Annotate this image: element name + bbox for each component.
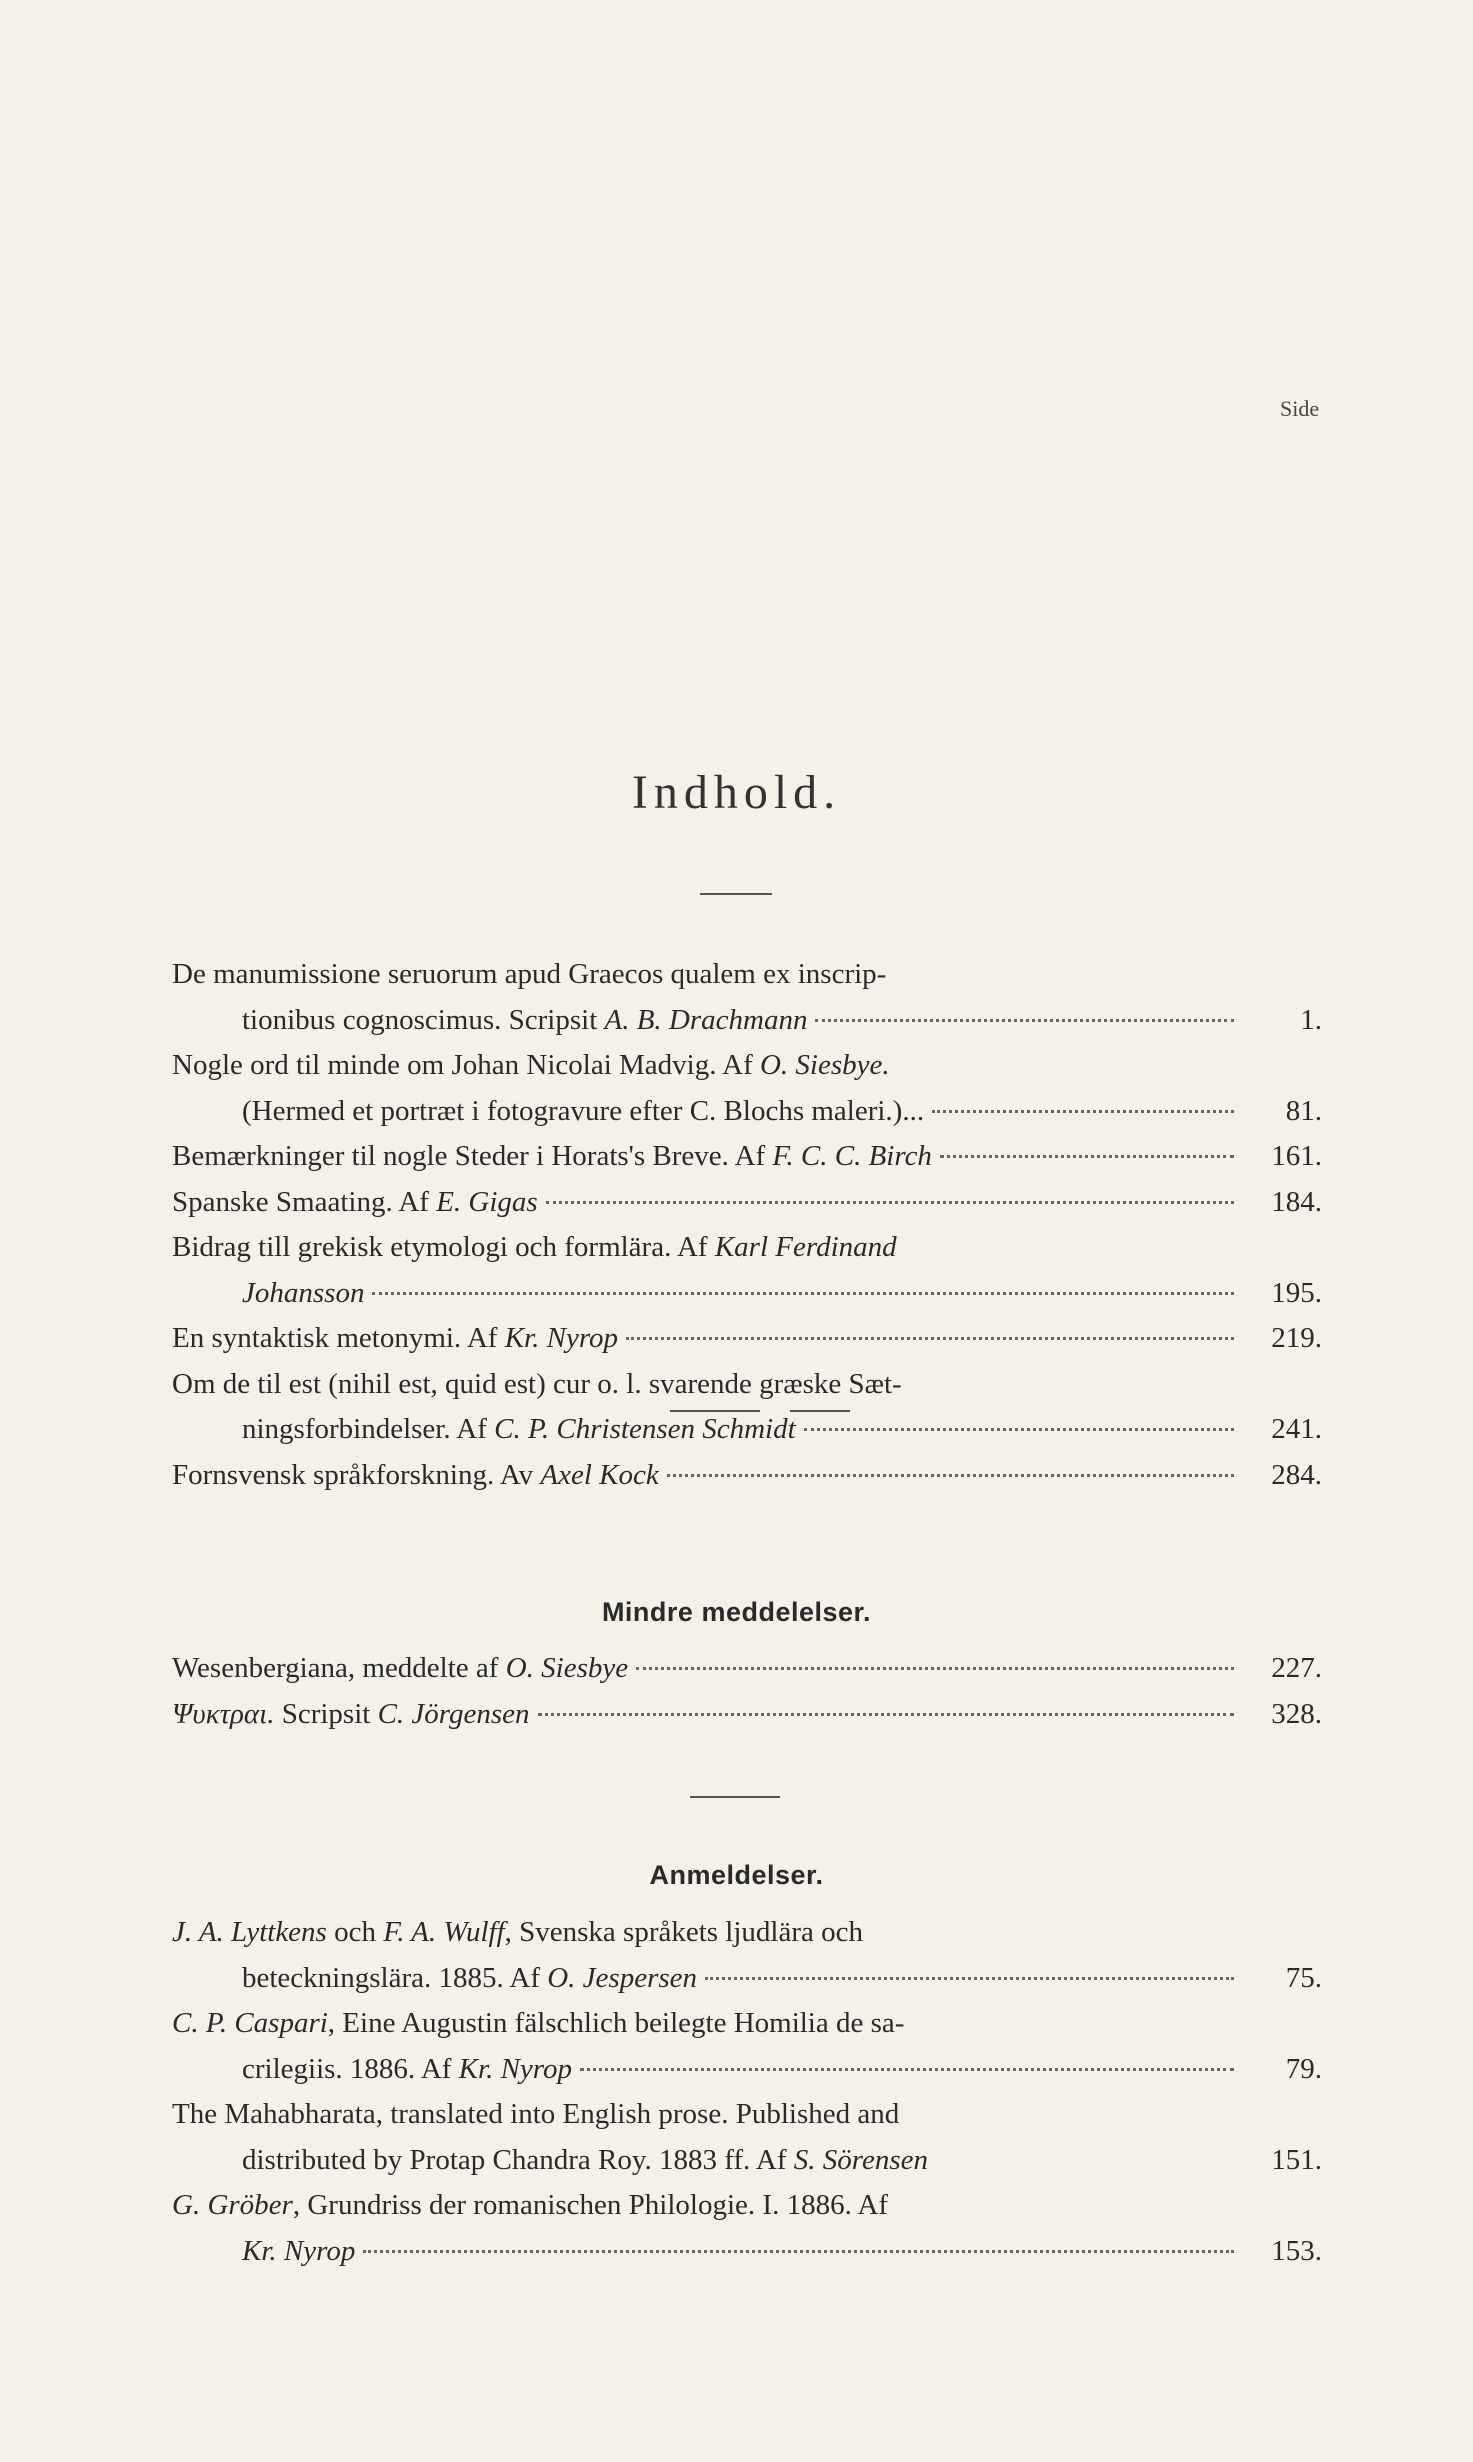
page-number: 79. (1285, 2052, 1322, 2085)
toc-line-text (172, 1049, 890, 1082)
dot-leader (636, 1667, 1234, 1670)
reviews-contents (172, 1916, 1322, 2280)
entry-author: O. Jespersen (547, 1961, 698, 1994)
toc-line-text (172, 1916, 863, 1949)
entry-author: J. A. Lyttkens (172, 1916, 327, 1948)
toc-line (172, 1698, 1322, 1744)
toc-line-text (172, 1368, 902, 1401)
toc-line-text (242, 1095, 924, 1128)
minor-contents (172, 1652, 1322, 1743)
toc-line (172, 958, 1322, 1004)
dot-leader (538, 1713, 1234, 1716)
entry-text: tionibus cognoscimus. Scripsit (242, 1003, 605, 1036)
title-rule (700, 893, 772, 895)
toc-line-text (172, 1652, 628, 1685)
toc-line-text (172, 1186, 538, 1219)
entry-author: E. Gigas (436, 1185, 538, 1218)
toc-line (172, 1413, 1322, 1459)
page-number: 227. (1271, 1652, 1322, 1684)
entry-text: De manumissione seruorum apud Graecos qualem ex inscrip- (172, 958, 887, 990)
toc-line-text (242, 2144, 928, 2177)
entry-author: Ψυκτραι. (172, 1697, 275, 1730)
entry-author: C. P. Christensen Schmidt (494, 1413, 796, 1445)
toc-line-text (172, 2098, 899, 2131)
page-number: 151. (1271, 2143, 1322, 2176)
toc-line-text (242, 1962, 697, 1995)
dot-leader (626, 1337, 1234, 1340)
entry-text: The Mahabharata, translated into English prose. Published and (172, 2098, 900, 2130)
toc-line (172, 1186, 1322, 1232)
toc-line (172, 2053, 1322, 2099)
dot-leader (804, 1428, 1234, 1431)
toc-line (172, 1368, 1322, 1414)
entry-author: C. Jörgensen (377, 1697, 530, 1730)
entry-author: G. Gröber (172, 2189, 293, 2221)
main-contents (172, 958, 1322, 1504)
toc-line-text (242, 2053, 572, 2086)
page-number: 284. (1271, 1458, 1322, 1491)
entry-text: Bemærkninger til nogle Steder i Horats's Breve. Af (172, 1140, 773, 1172)
dot-leader (363, 2250, 1234, 2253)
page-number: 195. (1271, 1276, 1322, 1309)
toc-line-text (172, 1459, 659, 1492)
toc-line (172, 1231, 1322, 1277)
toc-line-text (242, 1004, 807, 1037)
entry-text: , Svenska språkets ljudlära och (504, 1916, 864, 1948)
dot-leader (815, 1019, 1234, 1022)
page-number: 328. (1271, 1697, 1322, 1730)
entry-text: ningsforbindelser. Af (242, 1413, 495, 1445)
toc-line-text (172, 1322, 618, 1355)
entry-text: crilegiis. 1886. Af (242, 2052, 459, 2085)
entry-author: O. Siesbye. (759, 1049, 890, 1081)
entry-text: Fornsvensk språkforskning. Av (172, 1458, 541, 1491)
page-title: Indhold. (631, 766, 842, 819)
toc-line (172, 1277, 1322, 1323)
page-number: 241. (1271, 1413, 1322, 1445)
toc-line-text (172, 1231, 897, 1264)
toc-line (172, 1095, 1322, 1141)
reviews-heading: Anmeldelser. (649, 1860, 824, 1890)
entry-author: S. Sörensen (793, 2143, 929, 2176)
entry-text: och (326, 1916, 384, 1948)
entry-author: Axel Kock (540, 1458, 659, 1491)
toc-line (172, 1322, 1322, 1368)
toc-line (172, 1652, 1322, 1698)
page-number: 75. (1285, 1961, 1322, 1994)
entry-text: beteckningslära. 1885. Af (242, 1961, 548, 1994)
toc-line-text (172, 2189, 888, 2222)
toc-line (172, 1004, 1322, 1050)
entry-author: O. Siesbye (505, 1652, 629, 1684)
toc-line-text (242, 2235, 355, 2268)
page-number: 161. (1271, 1140, 1322, 1172)
entry-text: Scripsit (274, 1697, 378, 1730)
dot-leader (372, 1292, 1234, 1295)
entry-text: , Eine Augustin fälschlich beilegte Homilia de sa- (327, 2007, 905, 2039)
toc-line (172, 1962, 1322, 2008)
entry-text: , Grundriss der romanischen Philologie. I. 1886. Af (292, 2189, 889, 2221)
dot-leader (705, 1977, 1234, 1980)
toc-line (172, 1916, 1322, 1962)
toc-line-text (172, 2007, 904, 2040)
toc-line (172, 2189, 1322, 2235)
page-number: 81. (1285, 1094, 1322, 1127)
dot-leader (546, 1201, 1234, 1204)
entry-author: Kr. Nyrop (504, 1322, 619, 1354)
dot-leader (667, 1474, 1234, 1477)
entry-author: Johansson (242, 1276, 365, 1309)
page-number: 219. (1271, 1322, 1322, 1354)
dot-leader (940, 1155, 1234, 1158)
section-divider-1 (670, 1410, 760, 1412)
minor-heading: Mindre meddelelser. (601, 1597, 872, 1627)
section-divider-2 (690, 1796, 780, 1798)
entry-author: Kr. Nyrop (458, 2052, 573, 2085)
entry-text: Spanske Smaating. Af (172, 1185, 437, 1218)
toc-line-text (242, 1277, 364, 1310)
toc-line (172, 2144, 1322, 2190)
entry-author: A. B. Drachmann (604, 1003, 808, 1036)
toc-line-text (242, 1413, 796, 1446)
section-divider-1b (790, 1410, 850, 1412)
toc-line-text (172, 1698, 530, 1731)
toc-line (172, 1140, 1322, 1186)
page-number: 1. (1300, 1003, 1322, 1036)
toc-line (172, 2007, 1322, 2053)
toc-line-text (172, 958, 886, 991)
entry-author: F. A. Wulff (383, 1916, 505, 1948)
entry-text: Nogle ord til minde om Johan Nicolai Madvig. Af (172, 1049, 760, 1081)
entry-text: Wesenbergiana, meddelte af (172, 1652, 506, 1684)
side-column-label: Side (1280, 396, 1320, 421)
toc-line (172, 2235, 1322, 2281)
dot-leader (932, 1110, 1234, 1113)
page-number: 184. (1271, 1185, 1322, 1218)
entry-text: distributed by Protap Chandra Roy. 1883 ff. Af (242, 2143, 794, 2176)
toc-line (172, 2098, 1322, 2144)
entry-text: Om de til est (nihil est, quid est) cur o. l. svarende græske Sæt- (172, 1367, 902, 1400)
entry-text: (Hermed et portræt i fotogravure efter C. Blochs maleri.)... (242, 1094, 925, 1127)
entry-text: En syntaktisk metonymi. Af (172, 1322, 505, 1354)
entry-author: Kr. Nyrop (242, 2234, 356, 2267)
entry-author: F. C. C. Birch (772, 1140, 932, 1172)
toc-line (172, 1459, 1322, 1505)
page-number: 153. (1271, 2234, 1322, 2267)
entry-author: Karl Ferdinand (714, 1231, 897, 1263)
dot-leader (580, 2068, 1234, 2071)
toc-line-text (172, 1140, 932, 1173)
toc-line (172, 1049, 1322, 1095)
entry-text: Bidrag till grekisk etymologi och formlära. Af (172, 1231, 715, 1263)
entry-author: C. P. Caspari (172, 2007, 328, 2039)
